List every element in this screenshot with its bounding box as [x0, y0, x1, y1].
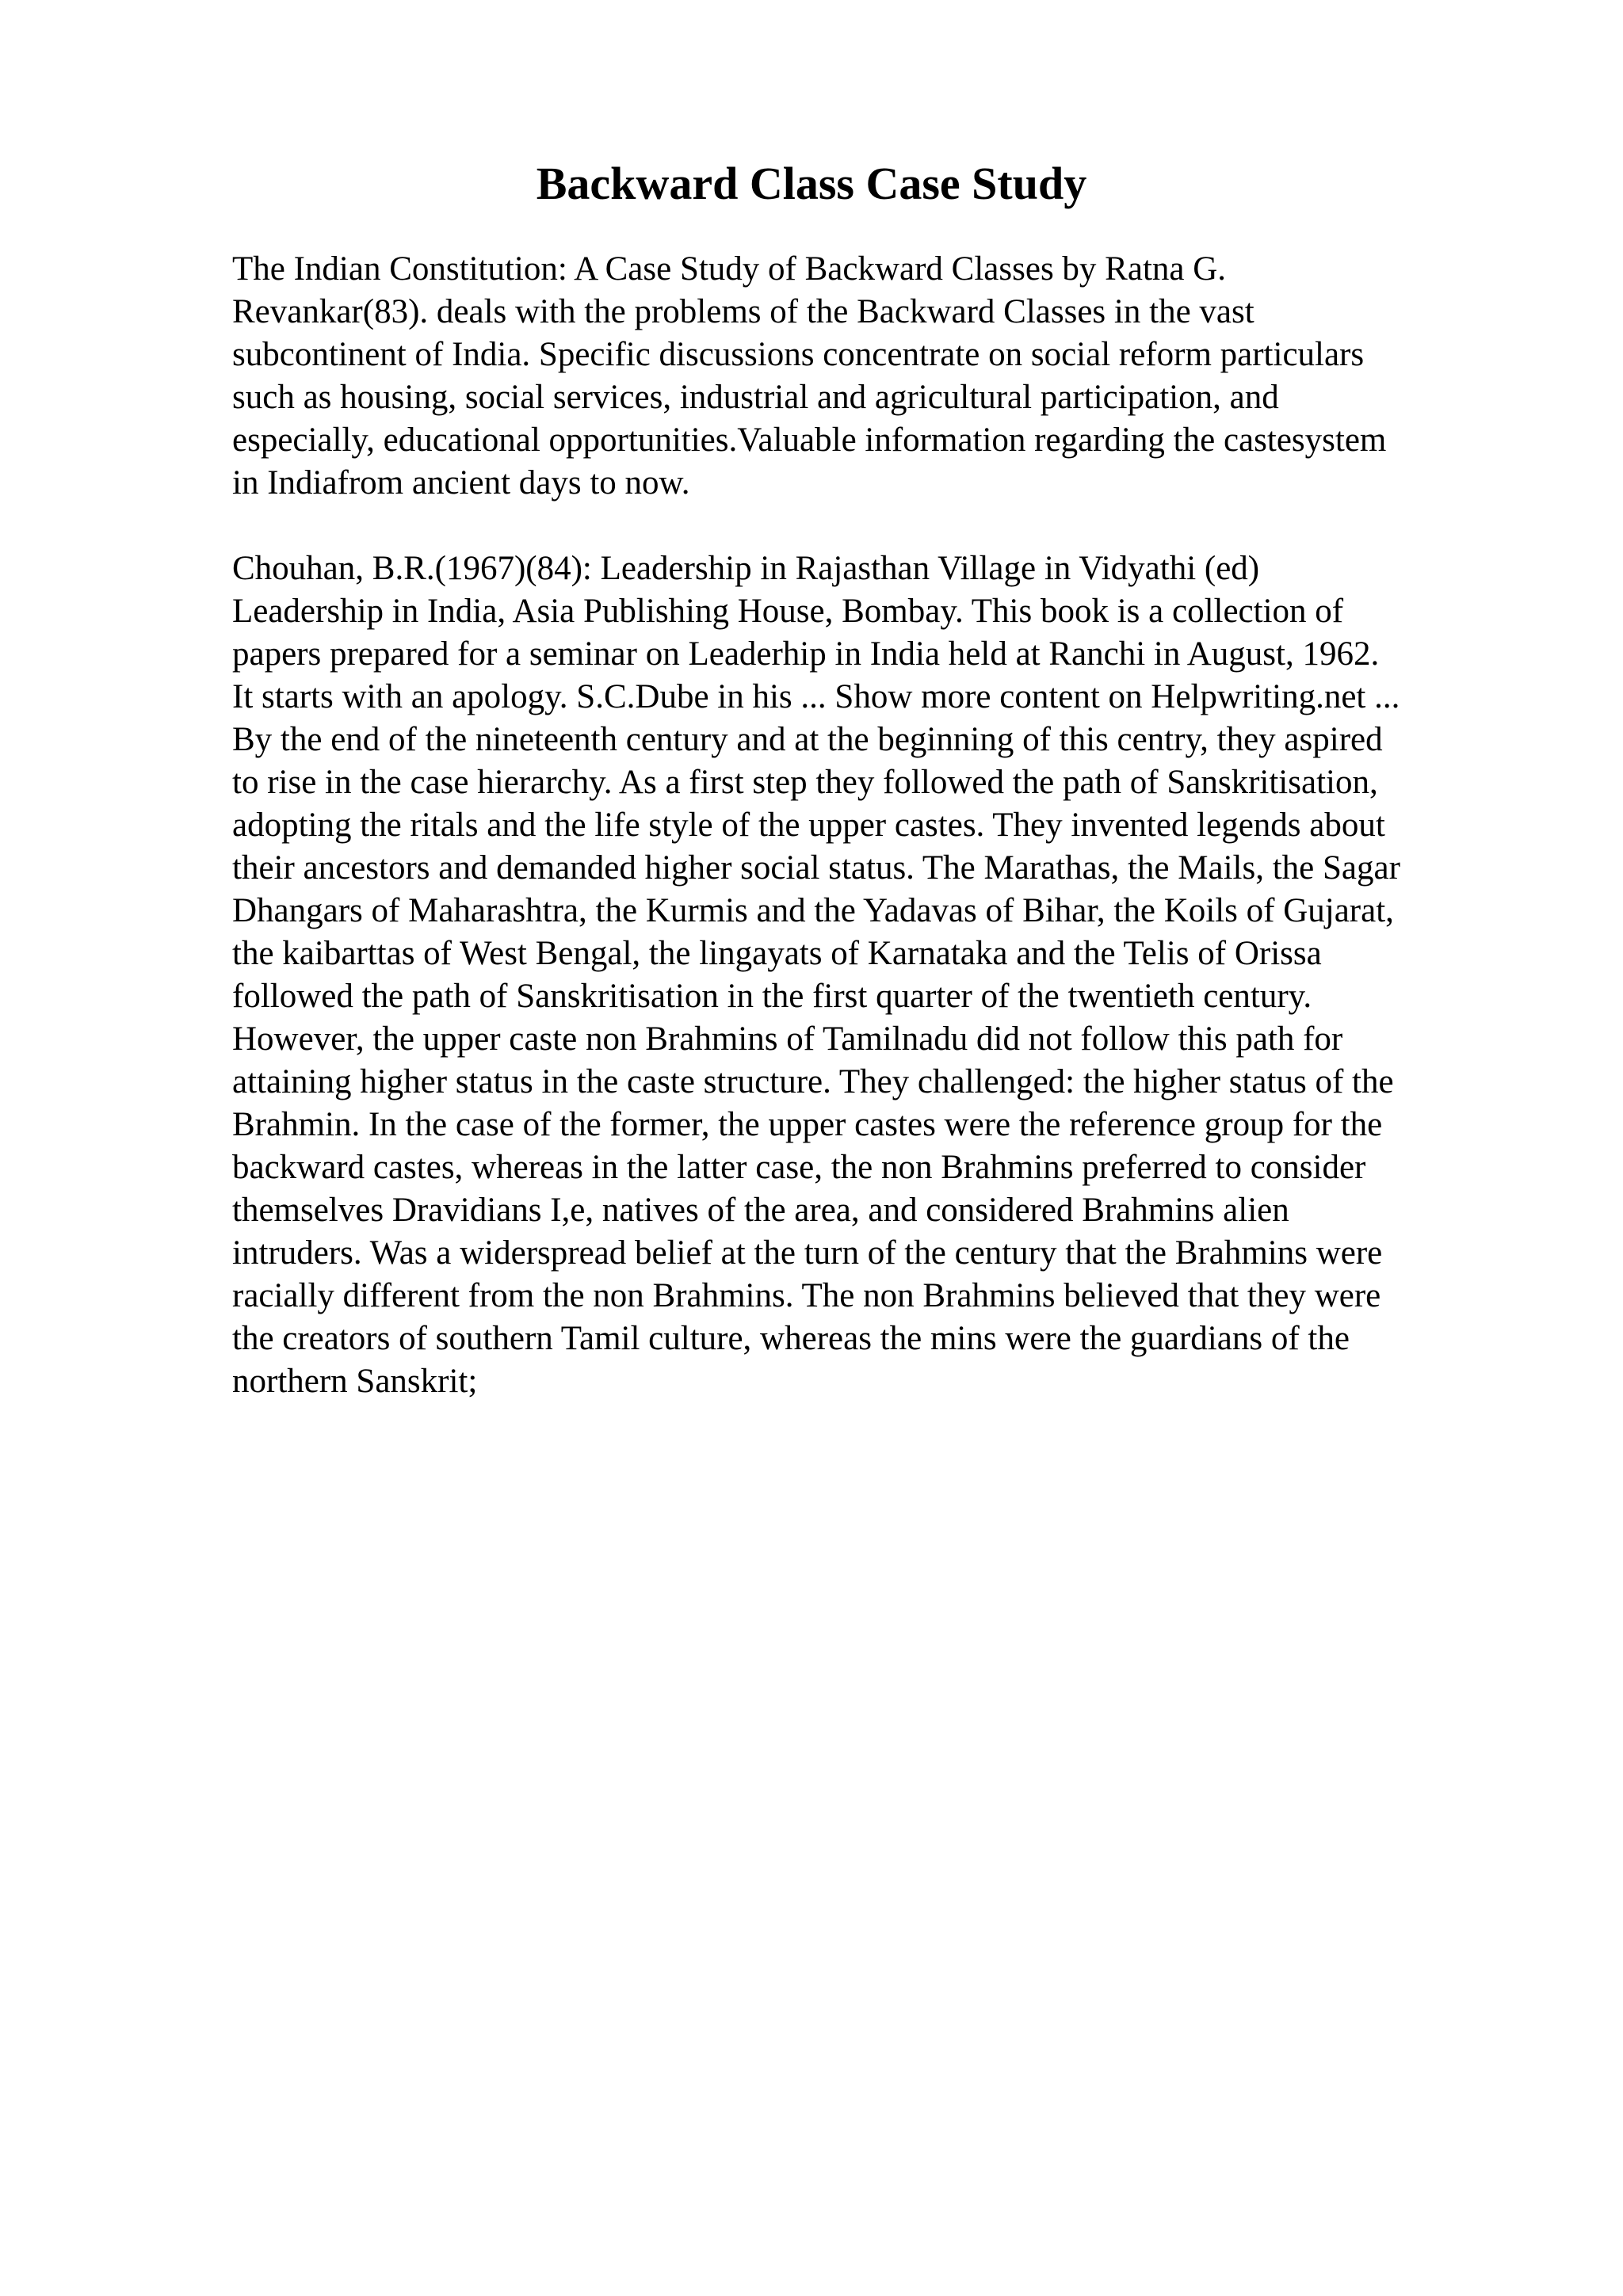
text-line: in Indiafrom ancient days to now.: [232, 464, 690, 502]
text-line: themselves Dravidians I,e, natives of the area, and considered Brahmins alien: [232, 1192, 1289, 1229]
text-line: subcontinent of India. Specific discussions concentrate on social reform particulars: [232, 336, 1365, 373]
paragraph-spacer: [232, 505, 1516, 547]
text-line: Brahmin. In the case of the former, the upper castes were the reference group for the: [232, 1106, 1383, 1143]
text-line: racially different from the non Brahmins. The non Brahmins believed that they were: [232, 1277, 1381, 1314]
text-line: intruders. Was a widerspread belief at the turn of the century that the Brahmins were: [232, 1234, 1383, 1272]
text-line: It starts with an apology. S.C.Dube in his ... Show more content on Helpwriting.net ...: [232, 678, 1400, 715]
text-line: the kaibarttas of West Bengal, the lingayats of Karnataka and the Telis of Orissa: [232, 935, 1322, 972]
text-line: followed the path of Sanskritisation in the first quarter of the twentieth century.: [232, 978, 1312, 1015]
text-line: their ancestors and demanded higher social status. The Marathas, the Mails, the Sagar: [232, 849, 1400, 887]
text-line: By the end of the nineteenth century and at the beginning of this centry, they aspired: [232, 721, 1383, 758]
text-line: However, the upper caste non Brahmins of Tamilnadu did not follow this path for: [232, 1020, 1343, 1058]
text-line: The Indian Constitution: A Case Study of Backward Classes by Ratna G.: [232, 250, 1227, 288]
text-line: northern Sanskrit;: [232, 1363, 478, 1400]
paragraph-main: [232, 547, 1516, 1403]
text-line: Chouhan, B.R.(1967)(84): Leadership in Rajasthan Village in Vidyathi (ed): [232, 550, 1260, 587]
text-line: Revankar(83). deals with the problems of the Backward Classes in the vast: [232, 293, 1254, 330]
text-line: especially, educational opportunities.Valuable information regarding the castesystem: [232, 421, 1387, 459]
text-line: Dhangars of Maharashtra, the Kurmis and the Yadavas of Bihar, the Koils of Gujarat,: [232, 892, 1394, 929]
text-line: papers prepared for a seminar on Leaderhip in India held at Ranchi in August, 1962.: [232, 635, 1380, 673]
text-line: the creators of southern Tamil culture, whereas the mins were the guardians of the: [232, 1320, 1350, 1357]
document-body: [232, 248, 1516, 1403]
text-line: Leadership in India, Asia Publishing House, Bombay. This book is a collection of: [232, 593, 1344, 630]
paragraph-intro: [232, 248, 1516, 505]
text-line: backward castes, whereas in the latter case, the non Brahmins preferred to consider: [232, 1149, 1366, 1186]
text-line: attaining higher status in the caste structure. They challenged: the higher status of the: [232, 1063, 1394, 1100]
text-line: adopting the ritals and the life style of the upper castes. They invented legends about: [232, 807, 1385, 844]
text-line: to rise in the case hierarchy. As a first step they followed the path of Sanskritisation,: [232, 764, 1378, 801]
document-title: Backward Class Case Study: [536, 158, 1087, 209]
text-line: such as housing, social services, industrial and agricultural participation, and: [232, 379, 1279, 416]
